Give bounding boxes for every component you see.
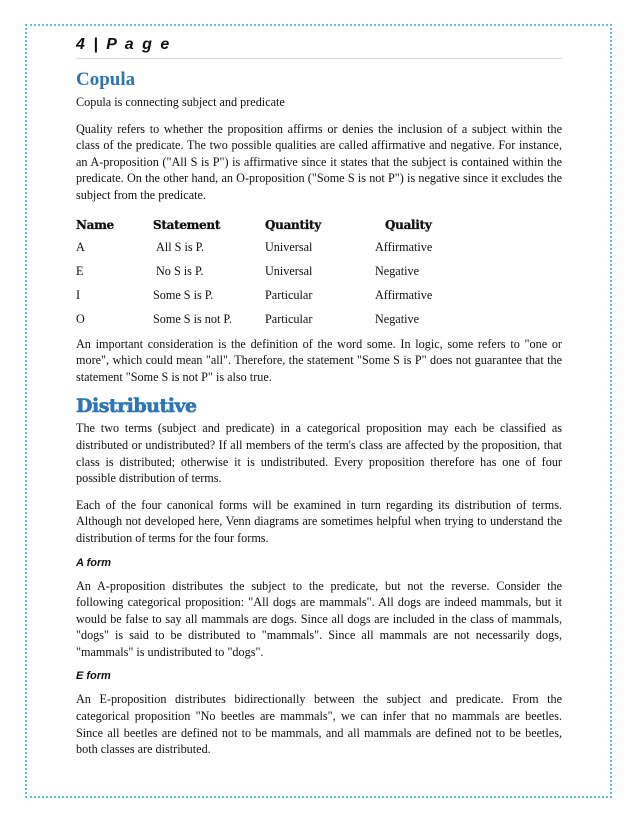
copula-heading: Copula [76, 69, 136, 90]
cell-quantity: Universal [265, 240, 313, 255]
cell-statement: Some S is P. [153, 288, 214, 303]
a-form-paragraph: An A-proposition distributes the subject to the predicate, but not the reverse. Consider the following categorical proposition: "All dogs are mammals". All dogs are indeed mammals, but it would be false to say all mammals are dogs. Since all dogs are included in the class of mammals, "dogs" is said to be distributed to "mammals". Since all mammals are not necessarily dogs, "mammals" is undistributed to "dogs". [76, 578, 562, 659]
copula-intro: Copula is connecting subject and predicate [76, 95, 285, 109]
cell-quantity: Particular [265, 312, 313, 327]
page-content [76, 36, 562, 768]
distributive-paragraph-1: The two terms (subject and predicate) in a categorical proposition may each be classified as distributed or undistributed? If all members of the term's class are affected by the proposition, that class is distributed; otherwise it is undistributed. Every proposition therefore has one of four possible distribution of terms. [76, 421, 562, 486]
cell-quality: Negative [375, 312, 419, 327]
table-row [76, 236, 505, 260]
cell-name: A [76, 240, 85, 255]
consideration-paragraph: An important consideration is the definition of the word some. In logic, some refers to "one or more", which could mean "all". Therefore, the statement "Some S is P" does not guarantee that the statement "Some S is not P" is also true. [76, 336, 562, 384]
cell-quality: Negative [375, 264, 419, 279]
cell-quality: Affirmative [375, 288, 433, 303]
a-form-heading: A form [76, 556, 112, 569]
cell-name: E [76, 264, 84, 279]
cell-statement: All S is P. [156, 240, 205, 255]
cell-name: O [76, 312, 85, 327]
cell-quantity: Particular [265, 288, 313, 303]
distributive-paragraph-2: Each of the four canonical forms will be examined in turn regarding its distribution of terms. Although not developed here, Venn diagrams are sometimes helpful when trying to understand the distribution of terms for the four forms. [76, 497, 562, 545]
distributive-heading: Distributive [76, 395, 197, 418]
table-header-row [76, 214, 505, 236]
header-name: Name [76, 217, 114, 232]
quality-paragraph: Quality refers to whether the proposition affirms or denies the inclusion of a subject within the class of the predicate. The two possible qualities are called affirmative and negative. For instance, an A-proposition ("All S is P") is affirmative since it states that the subject is contained within the predicate. On the other hand, an O-proposition ("Some S is not P") is negative since it excludes the subject from the predicate. [76, 121, 562, 202]
table-row [76, 308, 505, 332]
cell-statement: Some S is not P. [153, 312, 232, 327]
e-form-heading: E form [76, 670, 111, 683]
page-number-header: 4 | P a g e [76, 36, 562, 59]
header-statement: Statement [153, 217, 221, 232]
cell-statement: No S is P. [156, 264, 204, 279]
header-quantity: Quantity [265, 217, 321, 232]
cell-name: I [76, 288, 81, 303]
cell-quantity: Universal [265, 264, 313, 279]
table-row [76, 260, 505, 284]
proposition-table [76, 214, 505, 332]
header-quality: Quality [385, 217, 432, 232]
cell-quality: Affirmative [375, 240, 433, 255]
table-row [76, 284, 505, 308]
e-form-paragraph: An E-proposition distributes bidirectionally between the subject and predicate. From the categorical proposition "No beetles are mammals", we can infer that no mammals are beetles. Since all beetles are defined not to be mammals, and all mammals are defined not to be beetles, both classes are distributed. [76, 692, 562, 757]
